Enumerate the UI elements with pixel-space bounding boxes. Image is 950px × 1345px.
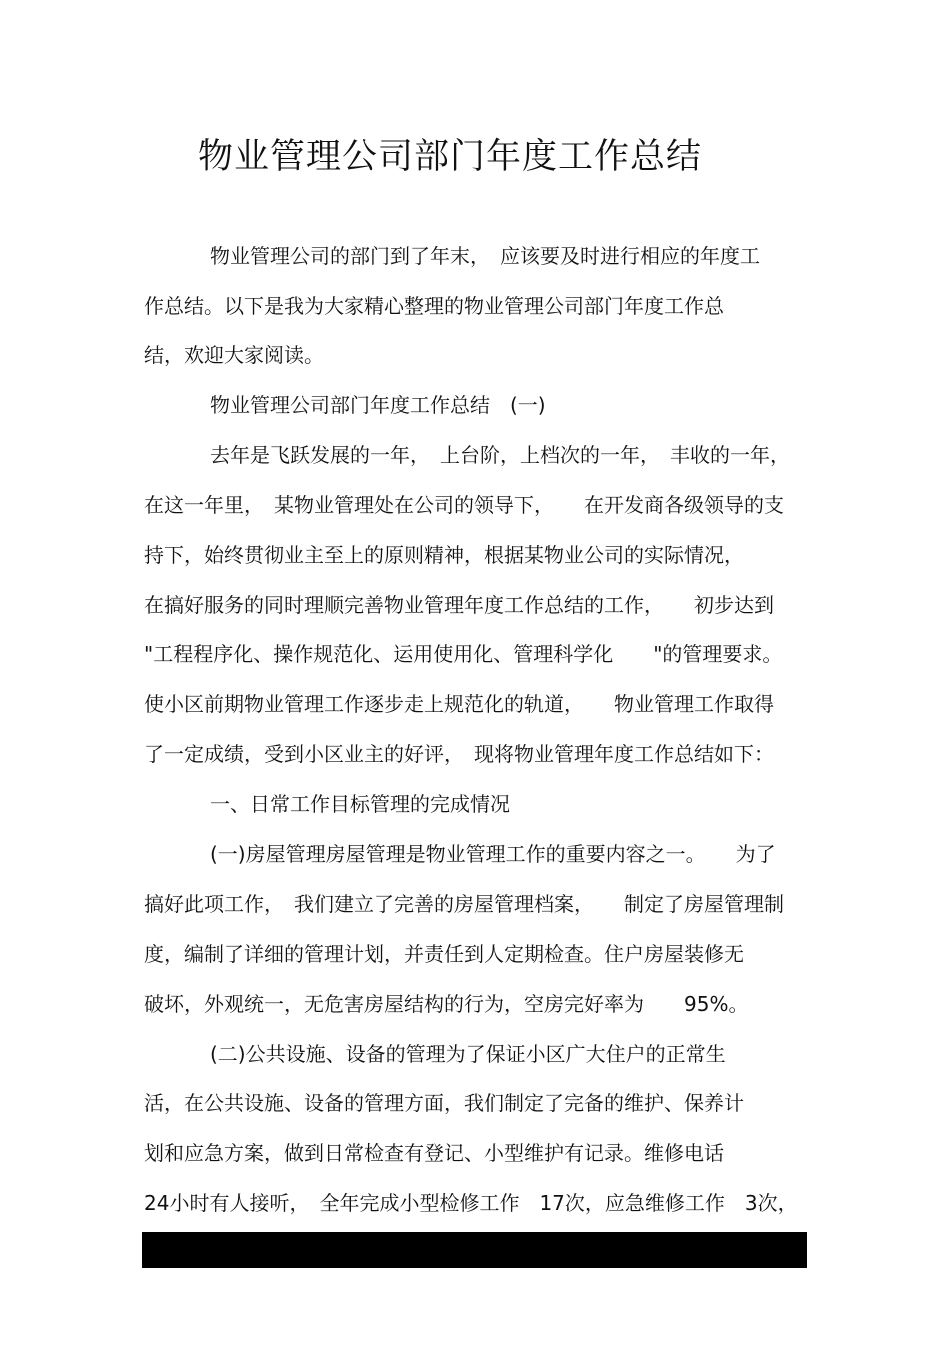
paragraph-line: 作总结。以下是我为大家精心整理的物业管理公司部门年度工作总 bbox=[144, 294, 724, 318]
paragraph-line: 去年是飞跃发展的一年， 上台阶，上档次的一年， 丰收的一年， bbox=[210, 443, 790, 467]
paragraph-line: (二)公共设施、设备的管理为了保证小区广大住户的正常生 bbox=[210, 1042, 726, 1066]
paragraph-line: "工程程序化、操作规范化、运用使用化、管理科学化 "的管理要求。 bbox=[144, 642, 783, 666]
paragraph-line: 搞好此项工作， 我们建立了完善的房屋管理档案， 制定了房屋管理制 bbox=[144, 892, 784, 916]
document-title: 物业管理公司部门年度工作总结 bbox=[197, 137, 702, 177]
section-heading: 一、日常工作目标管理的完成情况 bbox=[210, 792, 510, 816]
paragraph-line: 活，在公共设施、设备的管理方面，我们制定了完备的维护、保养计 bbox=[144, 1091, 744, 1115]
paragraph-line: 在这一年里， 某物业管理处在公司的领导下， 在开发商各级领导的支 bbox=[144, 493, 784, 517]
paragraph-line: 持下，始终贯彻业主至上的原则精神，根据某物业公司的实际情况， bbox=[144, 543, 744, 567]
paragraph-line: 在搞好服务的同时理顺完善物业管理年度工作总结的工作， 初步达到 bbox=[144, 593, 774, 617]
paragraph-line: 物业管理公司的部门到了年末， 应该要及时进行相应的年度工 bbox=[210, 244, 760, 268]
paragraph-line: 破坏，外观统一，无危害房屋结构的行为，空房完好率为 95%。 bbox=[144, 992, 749, 1016]
section-heading: 物业管理公司部门年度工作总结 (一) bbox=[210, 393, 546, 417]
paragraph-line: 划和应急方案，做到日常检查有登记、小型维护有记录。维修电话 bbox=[144, 1141, 724, 1165]
paragraph-line: 度，编制了详细的管理计划，并责任到人定期检查。住户房屋装修无 bbox=[144, 942, 744, 966]
paragraph-line: (一)房屋管理房屋管理是物业管理工作的重要内容之一。 为了 bbox=[210, 842, 776, 866]
paragraph-line: 使小区前期物业管理工作逐步走上规范化的轨道， 物业管理工作取得 bbox=[144, 692, 774, 716]
paragraph-line: 结，欢迎大家阅读。 bbox=[144, 343, 324, 367]
paragraph-line: 了一定成绩，受到小区业主的好评， 现将物业管理年度工作总结如下： bbox=[144, 742, 774, 766]
redaction-bar bbox=[142, 1232, 807, 1268]
paragraph-line: 24小时有人接听， 全年完成小型检修工作 17次，应急维修工作 3次， bbox=[144, 1191, 798, 1215]
